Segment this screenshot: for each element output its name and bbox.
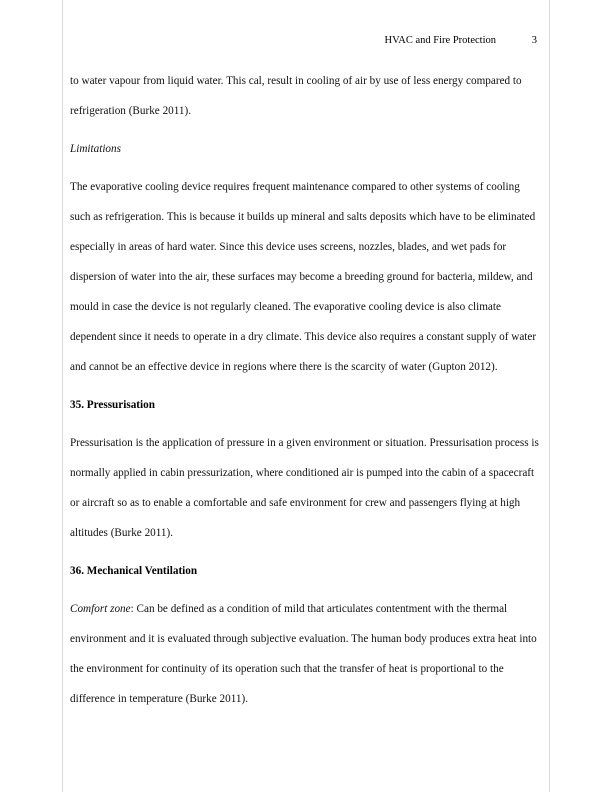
running-title: HVAC and Fire Protection — [384, 35, 496, 46]
paragraph-comfort-zone-text: : Can be defined as a condition of mild that articulates contentment with the thermal environment and it is evaluated through subjective evaluation. The human body produces extra heat into the environment for continuity of its operation such that the transfer of heat is proportional to the difference in temperature (Burke 2011). — [70, 603, 537, 705]
document-body — [70, 66, 540, 714]
spacer — [70, 420, 540, 428]
paragraph-limitations: The evaporative cooling device requires frequent maintenance compared to other systems of cooling such as refrigeration. This is because it builds up mineral and salts deposits which have to be eliminated especially in areas of hard water. Since this device uses screens, nozzles, blades, and wet pads for dispersion of water into the air, these surfaces may become a breeding ground for bacteria, mildew, and mould in case the device is not regularly cleaned. The evaporative cooling device is also climate dependent since it needs to operate in a dry climate. This device also requires a constant supply of water and cannot be an effective device in regions where there is the scarcity of water (Gupton 2012). — [70, 181, 537, 373]
page-left-margin-rule — [62, 0, 63, 792]
heading-pressurisation: 35. Pressurisation — [70, 399, 155, 411]
page-header — [70, 33, 542, 49]
paragraph-intro: to water vapour from liquid water. This cal, result in cooling of air by use of less energy compared to refrigeration (Burke 2011). — [70, 75, 522, 117]
term-comfort-zone: Comfort zone — [70, 603, 131, 615]
heading-mechanical-ventilation: 36. Mechanical Ventilation — [70, 565, 198, 577]
spacer — [70, 382, 540, 390]
spacer — [70, 586, 540, 594]
spacer — [70, 548, 540, 556]
spacer — [70, 126, 540, 134]
page-right-margin-rule — [549, 0, 550, 792]
spacer — [70, 164, 540, 172]
subheading-limitations: Limitations — [70, 143, 121, 155]
paragraph-comfort-zone — [70, 594, 540, 714]
page-number: 3 — [531, 35, 537, 46]
paragraph-pressurisation: Pressurisation is the application of pressure in a given environment or situation. Pressurisation process is normally applied in cabin pressurization, where conditioned air is pumped into the cabin of a spacecraft or aircraft so as to enable a comfortable and safe environment for crew and passengers flying at high altitudes (Burke 2011). — [70, 437, 539, 539]
